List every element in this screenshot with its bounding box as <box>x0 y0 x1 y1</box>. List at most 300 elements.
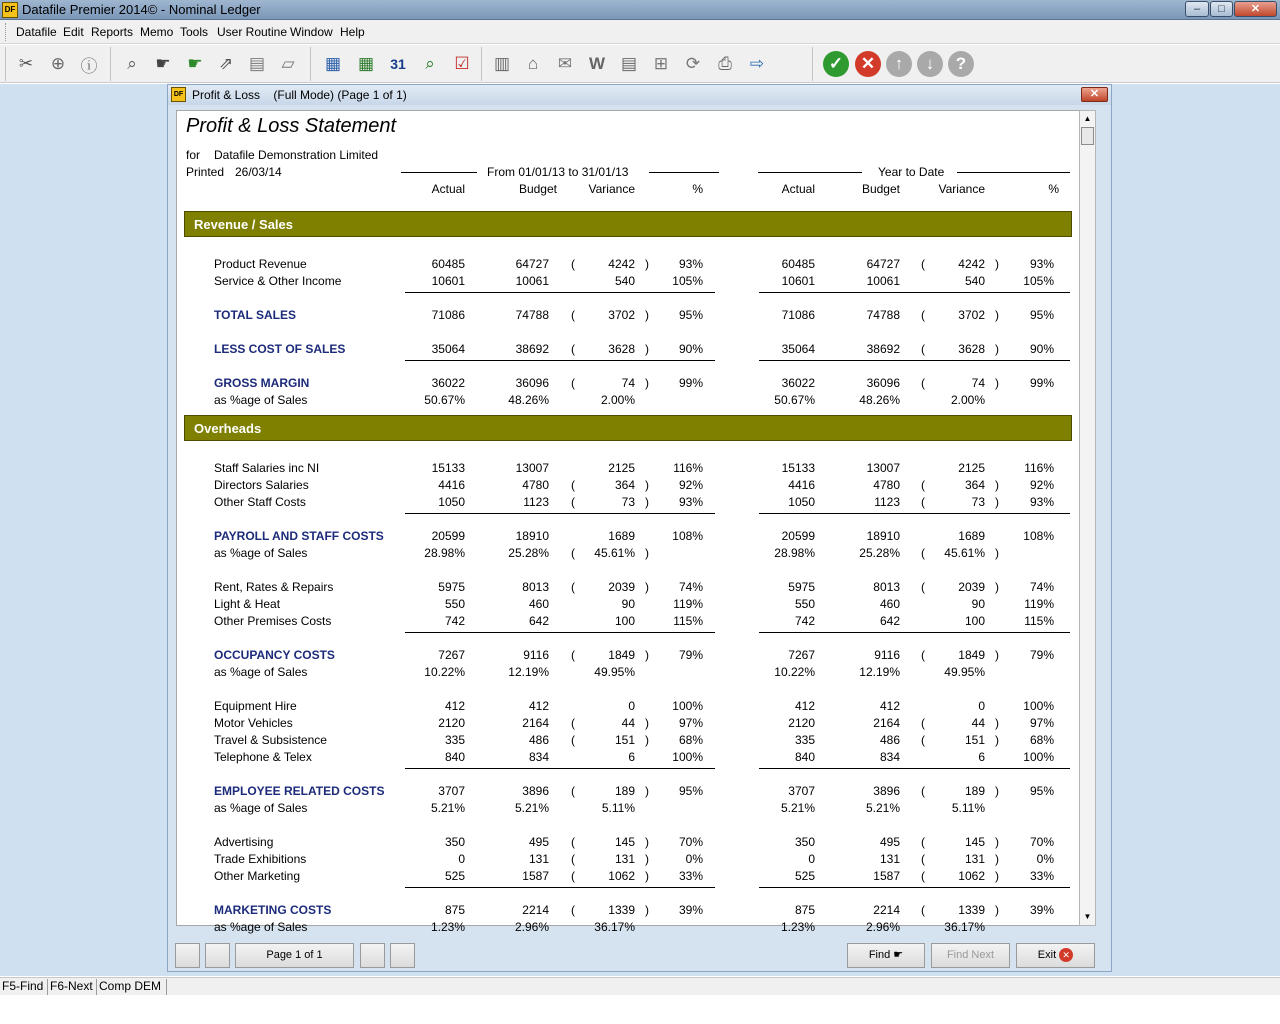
ytd-variance-cell: 540 <box>964 274 985 288</box>
ytd-budget-cell: 48.26% <box>859 393 900 407</box>
total-rule <box>759 632 1070 633</box>
menu-tools[interactable]: Tools <box>180 25 209 39</box>
negative-open-paren: ( <box>571 580 575 594</box>
variance-cell: 2039 <box>608 580 635 594</box>
negative-close-paren: ) <box>995 852 999 866</box>
exit-button[interactable] <box>1016 943 1095 968</box>
ytd-actual-cell: 10601 <box>781 274 815 288</box>
menu-reports[interactable]: Reports <box>91 25 134 39</box>
budget-cell: 38692 <box>515 342 549 356</box>
ytd-percent-cell: 95% <box>1029 308 1054 322</box>
ytd-variance-cell: 36.17% <box>944 920 985 934</box>
previous-page-button[interactable] <box>205 943 230 968</box>
ytd-variance-cell: 49.95% <box>944 665 985 679</box>
col-variance: Variance <box>588 182 635 196</box>
negative-open-paren: ( <box>571 495 575 509</box>
up-icon[interactable]: ↑ <box>886 51 912 77</box>
col-percent: % <box>692 182 703 196</box>
total-rule <box>405 887 715 888</box>
ytd-percent-cell: 119% <box>1024 597 1054 611</box>
section-revenue-band <box>184 211 1072 237</box>
actual-cell: 3707 <box>438 784 465 798</box>
ytd-percent-cell: 68% <box>1029 733 1054 747</box>
ytd-budget-cell: 2164 <box>873 716 900 730</box>
last-page-button[interactable] <box>390 943 415 968</box>
variance-cell: 44 <box>621 716 635 730</box>
percent-cell: 97% <box>678 716 703 730</box>
budget-cell: 4780 <box>522 478 549 492</box>
percent-cell: 99% <box>678 376 703 390</box>
total-rule <box>759 513 1070 514</box>
negative-open-paren: ( <box>921 478 925 492</box>
ytd-variance-cell: 5.11% <box>951 801 985 815</box>
budget-cell: 74788 <box>515 308 549 322</box>
variance-cell: 45.61% <box>594 546 635 560</box>
negative-close-paren: ) <box>995 495 999 509</box>
negative-open-paren: ( <box>571 733 575 747</box>
actual-cell: 50.67% <box>424 393 465 407</box>
actual-cell: 28.98% <box>424 546 465 560</box>
cut-icon[interactable]: ✂ <box>18 54 34 73</box>
negative-close-paren: ) <box>645 308 649 322</box>
ytd-variance-cell: 151 <box>964 733 985 747</box>
ytd-variance-cell: 364 <box>964 478 985 492</box>
budget-cell: 13007 <box>515 461 549 475</box>
menu-window[interactable]: Window <box>290 25 333 39</box>
maximize-button[interactable]: □ <box>1210 1 1233 17</box>
budget-cell: 10061 <box>515 274 549 288</box>
variance-cell: 4242 <box>608 257 635 271</box>
budget-cell: 25.28% <box>508 546 549 560</box>
ytd-variance-cell: 0 <box>978 699 985 713</box>
ytd-percent-cell: 95% <box>1029 784 1054 798</box>
app-icon: DF <box>2 2 18 18</box>
row-label: Other Premises Costs <box>214 614 332 628</box>
actual-cell: 15133 <box>431 461 465 475</box>
new-document-icon[interactable]: ⊕ <box>50 54 66 73</box>
ytd-variance-cell: 6 <box>978 750 985 764</box>
row-label: Trade Exhibitions <box>214 852 307 866</box>
percent-cell: 74% <box>678 580 703 594</box>
word-icon[interactable]: W <box>588 54 606 73</box>
variance-cell: 0 <box>628 699 635 713</box>
negative-close-paren: ) <box>645 869 649 883</box>
negative-open-paren: ( <box>921 308 925 322</box>
ytd-actual-cell: 335 <box>794 733 815 747</box>
find-icon[interactable]: ☛ <box>155 54 171 73</box>
ytd-percent-cell: 0% <box>1036 852 1054 866</box>
ytd-actual-cell: 5975 <box>788 580 815 594</box>
actual-cell: 5975 <box>438 580 465 594</box>
ytd-actual-cell: 2120 <box>788 716 815 730</box>
chart-icon[interactable]: ▥ <box>493 54 511 73</box>
variance-cell: 49.95% <box>594 665 635 679</box>
variance-cell: 90 <box>621 597 635 611</box>
negative-open-paren: ( <box>571 648 575 662</box>
variance-cell: 2.00% <box>600 393 635 407</box>
cancel-icon[interactable]: ✕ <box>855 51 881 77</box>
ytd-actual-cell: 60485 <box>781 257 815 271</box>
row-label: OCCUPANCY COSTS <box>214 648 335 662</box>
find-label: Find <box>868 949 891 961</box>
title-bar <box>0 0 1280 20</box>
actual-cell: 36022 <box>431 376 465 390</box>
col-budget: Budget <box>518 182 557 196</box>
negative-open-paren: ( <box>571 784 575 798</box>
total-rule <box>759 768 1070 769</box>
negative-close-paren: ) <box>995 716 999 730</box>
ytd-percent-cell: 115% <box>1024 614 1054 628</box>
percent-cell: 105% <box>672 274 703 288</box>
calendar-icon[interactable]: 31 <box>390 56 406 72</box>
ytd-variance-cell: 2125 <box>958 461 985 475</box>
toolbar-separator <box>310 47 311 81</box>
ytd-variance-cell: 4242 <box>958 257 985 271</box>
ytd-budget-cell: 8013 <box>873 580 900 594</box>
variance-cell: 73 <box>621 495 635 509</box>
document-info-icon[interactable]: ⓘ <box>80 56 98 76</box>
export-icon[interactable]: ⇨ <box>749 54 765 73</box>
ytd-budget-cell: 412 <box>879 699 900 713</box>
preview-icon[interactable]: ⌕ <box>127 54 137 73</box>
negative-close-paren: ) <box>645 903 649 917</box>
down-icon[interactable]: ↓ <box>917 51 943 77</box>
ytd-variance-cell: 44 <box>971 716 985 730</box>
negative-open-paren: ( <box>921 495 925 509</box>
percent-cell: 92% <box>678 478 703 492</box>
actual-cell: 525 <box>444 869 465 883</box>
variance-cell: 5.11% <box>601 801 635 815</box>
ytd-actual-cell: 35064 <box>781 342 815 356</box>
ytd-actual-cell: 7267 <box>788 648 815 662</box>
budget-cell: 9116 <box>523 648 549 662</box>
variance-cell: 189 <box>614 784 635 798</box>
variance-cell: 1339 <box>608 903 635 917</box>
ytd-percent-cell: 108% <box>1023 529 1054 543</box>
negative-close-paren: ) <box>995 376 999 390</box>
actual-cell: 5.21% <box>430 801 465 815</box>
negative-close-paren: ) <box>645 495 649 509</box>
exit-label: Exit <box>1037 949 1057 961</box>
toolbar-separator <box>481 47 482 81</box>
variance-cell: 540 <box>614 274 635 288</box>
ytd-actual-cell: 5.21% <box>780 801 815 815</box>
actual-cell: 4416 <box>438 478 465 492</box>
negative-close-paren: ) <box>645 784 649 798</box>
row-label: MARKETING COSTS <box>214 903 332 917</box>
actual-cell: 1050 <box>438 495 465 509</box>
ytd-actual-cell: 28.98% <box>774 546 815 560</box>
negative-close-paren: ) <box>645 546 649 560</box>
toolbar-separator <box>812 47 813 81</box>
negative-open-paren: ( <box>571 716 575 730</box>
reports-icon[interactable]: ▦ <box>324 54 342 73</box>
calculator-icon[interactable]: ▦ <box>357 54 375 73</box>
minimize-button[interactable]: – <box>1185 1 1209 17</box>
percent-cell: 90% <box>678 342 703 356</box>
ytd-variance-cell: 145 <box>964 835 985 849</box>
ytd-actual-cell: 550 <box>794 597 815 611</box>
home-icon[interactable]: ⌂ <box>527 54 539 73</box>
total-rule <box>405 513 715 514</box>
negative-open-paren: ( <box>571 257 575 271</box>
find-button[interactable] <box>847 943 925 968</box>
for-label: for <box>186 148 201 162</box>
negative-close-paren: ) <box>645 580 649 594</box>
percent-cell: 116% <box>673 461 703 475</box>
go-icon[interactable]: ⇗ <box>218 54 234 73</box>
ytd-variance-cell: 74 <box>971 376 985 390</box>
budget-cell: 18910 <box>515 529 549 543</box>
toolbar-separator <box>110 47 111 81</box>
ytd-rule-left <box>758 172 862 173</box>
negative-close-paren: ) <box>995 308 999 322</box>
negative-close-paren: ) <box>645 852 649 866</box>
variance-cell: 2125 <box>608 461 635 475</box>
ytd-percent-cell: 93% <box>1029 495 1054 509</box>
budget-cell: 64727 <box>515 257 549 271</box>
printed-label: Printed <box>186 165 225 179</box>
ytd-variance-cell: 1849 <box>958 648 985 662</box>
row-label: Equipment Hire <box>214 699 297 713</box>
negative-open-paren: ( <box>571 835 575 849</box>
company-name: Datafile Demonstration Limited <box>214 148 379 162</box>
ytd-actual-cell: 20599 <box>781 529 815 543</box>
negative-open-paren: ( <box>921 546 925 560</box>
variance-cell: 151 <box>614 733 635 747</box>
row-label: Staff Salaries inc NI <box>214 461 320 475</box>
actual-cell: 20599 <box>431 529 465 543</box>
ytd-percent-cell: 100% <box>1023 699 1054 713</box>
ytd-variance-cell: 45.61% <box>944 546 985 560</box>
actual-cell: 550 <box>444 597 465 611</box>
printer-icon[interactable]: ⎙ <box>718 54 732 73</box>
vertical-scrollbar[interactable] <box>1079 110 1096 926</box>
ytd-percent-cell: 74% <box>1029 580 1054 594</box>
tasks-icon[interactable]: ☑ <box>454 54 470 73</box>
status-bar <box>0 977 1280 995</box>
menu-edit[interactable]: Edit <box>63 25 84 39</box>
letter-icon[interactable]: ▤ <box>620 54 638 73</box>
status-f5-find[interactable]: F5-Find <box>0 979 48 995</box>
row-label: GROSS MARGIN <box>214 376 310 390</box>
ytd-budget-cell: 1123 <box>874 495 900 509</box>
refresh-icon[interactable]: ⟳ <box>685 54 701 73</box>
variance-cell: 74 <box>621 376 635 390</box>
search-icon[interactable]: ⌕ <box>425 54 435 73</box>
col-ytd-variance: Variance <box>938 182 985 196</box>
row-label: as %age of Sales <box>214 665 308 679</box>
variance-cell: 131 <box>614 852 635 866</box>
ytd-budget-cell: 4780 <box>873 478 900 492</box>
print-icon[interactable]: ▱ <box>281 54 295 73</box>
percent-cell: 68% <box>678 733 703 747</box>
actual-cell: 10.22% <box>424 665 465 679</box>
budget-cell: 5.21% <box>514 801 549 815</box>
ytd-budget-cell: 3896 <box>873 784 900 798</box>
ytd-actual-cell: 15133 <box>781 461 815 475</box>
negative-open-paren: ( <box>921 580 925 594</box>
col-ytd-budget: Budget <box>861 182 900 196</box>
actual-cell: 2120 <box>438 716 465 730</box>
ytd-rule-right <box>957 172 1070 173</box>
ytd-percent-cell: 105% <box>1023 274 1054 288</box>
col-actual: Actual <box>431 182 465 196</box>
budget-cell: 2.96% <box>514 920 549 934</box>
budget-cell: 48.26% <box>508 393 549 407</box>
negative-close-paren: ) <box>995 784 999 798</box>
email-icon[interactable]: ✉ <box>557 54 573 73</box>
variance-cell: 1849 <box>608 648 635 662</box>
actual-cell: 412 <box>444 699 465 713</box>
ytd-variance-cell: 2.00% <box>950 393 985 407</box>
report-page <box>176 110 1080 934</box>
negative-close-paren: ) <box>995 546 999 560</box>
ytd-actual-cell: 1050 <box>788 495 815 509</box>
row-label: as %age of Sales <box>214 546 308 560</box>
ytd-budget-cell: 38692 <box>866 342 900 356</box>
negative-open-paren: ( <box>921 716 925 730</box>
printed-date: 26/03/14 <box>235 165 282 179</box>
find-next-button[interactable]: Find Next <box>931 943 1010 968</box>
ytd-budget-cell: 460 <box>879 597 900 611</box>
negative-close-paren: ) <box>645 478 649 492</box>
ytd-variance-cell: 1689 <box>958 529 985 543</box>
negative-open-paren: ( <box>571 342 575 356</box>
row-label: Service & Other Income <box>214 274 342 288</box>
close-button[interactable]: ✕ <box>1234 1 1277 17</box>
col-ytd-percent: % <box>1048 182 1059 196</box>
ytd-actual-cell: 742 <box>794 614 815 628</box>
row-label: Rent, Rates & Repairs <box>214 580 334 594</box>
ytd-variance-cell: 2039 <box>958 580 985 594</box>
ytd-actual-cell: 0 <box>808 852 815 866</box>
total-rule <box>405 360 715 361</box>
period-label: From 01/01/13 to 31/01/13 <box>487 165 629 179</box>
ytd-percent-cell: 39% <box>1029 903 1054 917</box>
variance-cell: 364 <box>614 478 635 492</box>
ytd-actual-cell: 525 <box>794 869 815 883</box>
menu-datafile[interactable]: Datafile <box>16 25 57 39</box>
help-icon[interactable]: ? <box>948 51 974 77</box>
total-rule <box>405 292 715 293</box>
report-window-close-button[interactable]: ✕ <box>1081 87 1108 102</box>
ytd-budget-cell: 36096 <box>866 376 900 390</box>
menu-help[interactable]: Help <box>340 25 365 39</box>
scroll-down-icon[interactable]: ▼ <box>1083 912 1092 921</box>
col-ytd-actual: Actual <box>781 182 815 196</box>
scroll-up-icon[interactable]: ▲ <box>1083 114 1092 123</box>
row-label: Product Revenue <box>214 257 307 271</box>
report-window-title: Profit & Loss (Full Mode) (Page 1 of 1) <box>192 88 407 102</box>
actual-cell: 10601 <box>431 274 465 288</box>
add-icon[interactable]: ⊞ <box>653 54 669 73</box>
variance-cell: 1062 <box>608 869 635 883</box>
row-label: as %age of Sales <box>214 801 308 815</box>
negative-open-paren: ( <box>921 733 925 747</box>
budget-cell: 834 <box>528 750 549 764</box>
ytd-budget-cell: 2.96% <box>865 920 900 934</box>
ytd-actual-cell: 10.22% <box>774 665 815 679</box>
negative-close-paren: ) <box>995 648 999 662</box>
negative-open-paren: ( <box>921 852 925 866</box>
toolbar <box>0 45 1280 83</box>
variance-cell: 36.17% <box>594 920 635 934</box>
negative-open-paren: ( <box>571 308 575 322</box>
budget-cell: 8013 <box>522 580 549 594</box>
variance-cell: 1689 <box>608 529 635 543</box>
negative-close-paren: ) <box>995 835 999 849</box>
ytd-label: Year to Date <box>878 165 945 179</box>
ytd-variance-cell: 73 <box>971 495 985 509</box>
ytd-variance-cell: 90 <box>971 597 985 611</box>
negative-close-paren: ) <box>995 869 999 883</box>
next-icon[interactable]: ☛ <box>187 54 203 73</box>
actual-cell: 840 <box>444 750 465 764</box>
ytd-actual-cell: 1.23% <box>780 920 815 934</box>
ok-icon[interactable]: ✓ <box>823 51 849 77</box>
negative-open-paren: ( <box>921 648 925 662</box>
variance-cell: 145 <box>614 835 635 849</box>
budget-cell: 412 <box>528 699 549 713</box>
budget-cell: 495 <box>528 835 549 849</box>
percent-cell: 100% <box>672 750 703 764</box>
next-page-button[interactable] <box>360 943 385 968</box>
first-page-button[interactable] <box>175 943 200 968</box>
ytd-percent-cell: 90% <box>1029 342 1054 356</box>
negative-open-paren: ( <box>921 376 925 390</box>
actual-cell: 742 <box>444 614 465 628</box>
ytd-budget-cell: 25.28% <box>859 546 900 560</box>
period-rule-right <box>649 172 719 173</box>
total-rule <box>759 360 1070 361</box>
properties-icon[interactable]: ▤ <box>248 54 266 73</box>
row-label: as %age of Sales <box>214 920 308 934</box>
actual-cell: 875 <box>444 903 465 917</box>
scroll-thumb[interactable] <box>1081 127 1094 145</box>
actual-cell: 35064 <box>431 342 465 356</box>
exit-icon: ✕ <box>1059 948 1073 962</box>
total-rule <box>759 292 1070 293</box>
negative-open-paren: ( <box>571 852 575 866</box>
ytd-budget-cell: 2214 <box>873 903 900 917</box>
budget-cell: 12.19% <box>508 665 549 679</box>
actual-cell: 335 <box>444 733 465 747</box>
ytd-actual-cell: 4416 <box>788 478 815 492</box>
menu-user-routine[interactable]: User Routine <box>217 25 288 39</box>
menu-memo[interactable]: Memo <box>140 25 174 39</box>
variance-cell: 3702 <box>608 308 635 322</box>
negative-open-paren: ( <box>921 835 925 849</box>
total-rule <box>405 768 715 769</box>
report-window-title-bar <box>168 85 1111 105</box>
ytd-percent-cell: 99% <box>1029 376 1054 390</box>
ytd-percent-cell: 33% <box>1029 869 1054 883</box>
percent-cell: 79% <box>678 648 703 662</box>
ytd-actual-cell: 350 <box>794 835 815 849</box>
section-revenue-title: Revenue / Sales <box>194 217 293 232</box>
ytd-variance-cell: 3702 <box>958 308 985 322</box>
ytd-budget-cell: 12.19% <box>859 665 900 679</box>
ytd-budget-cell: 64727 <box>866 257 900 271</box>
status-f6-next[interactable]: F6-Next <box>48 979 97 995</box>
budget-cell: 131 <box>528 852 549 866</box>
ytd-actual-cell: 412 <box>794 699 815 713</box>
ytd-actual-cell: 840 <box>794 750 815 764</box>
period-rule-left <box>401 172 477 173</box>
percent-cell: 95% <box>678 308 703 322</box>
section-overheads-title: Overheads <box>194 421 262 436</box>
